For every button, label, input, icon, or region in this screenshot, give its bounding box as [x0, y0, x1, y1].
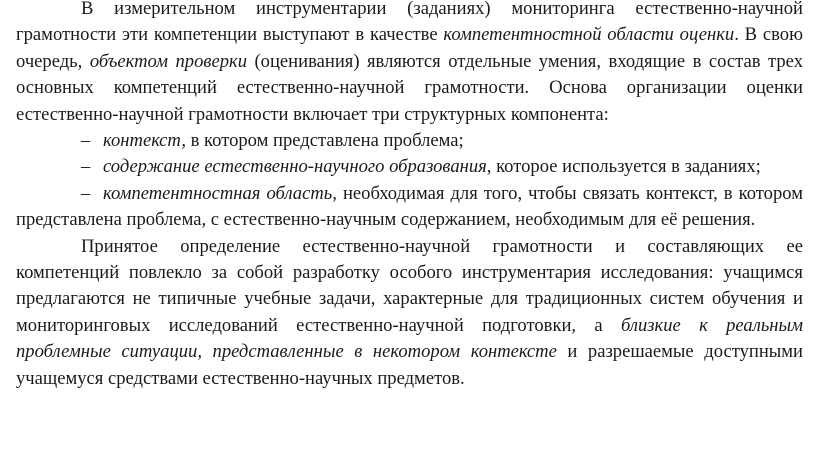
list-item-content [16, 154, 803, 180]
italic-term-competence-area: компетентностная область, [103, 182, 337, 204]
list-item-text: необходимая для того, чтобы связать контекст, в котором представлена проблема, с естественно-научным содержанием, необходимым для её решения. [16, 182, 803, 231]
paragraph-text: и разрешаемые доступными учащемуся средствами естественно-научных предметов. [16, 341, 803, 389]
italic-term-object-of-assessment: объектом проверки [89, 50, 247, 72]
italic-term-content: содержание естественно-научного образования [103, 156, 487, 178]
paragraph-assessment-framework [16, 0, 803, 128]
list-item-competence-area [16, 181, 803, 234]
paragraph-text: Принятое определение естественно-научной грамотности и составляющих ее компетенций повлекло за собой разработку особого инструментария исследования: учащимся предлагаются не типичные учебные задачи, характерные для традиционных систем обучения и мониторинговых исследований естественно-научной подготовки, а [16, 235, 803, 336]
paragraph-text: . В свою очередь, [16, 24, 803, 72]
list-dash: – [81, 130, 91, 152]
italic-term-real-problem-situations: близкие к реальным проблемные ситуации, представленные в некотором контексте [16, 314, 803, 363]
list-dash: – [81, 182, 91, 204]
list-dash: – [81, 156, 91, 178]
list-item-text: в котором представлена проблема; [185, 130, 464, 152]
italic-term-competence-area: компетентностной области оценки [443, 24, 735, 46]
paragraph-text: (оценивания) являются отдельные умения, входящие в состав трех основных компетенций естественно-научной грамотности. Основа организации оценки естественно-научной грамотности включает три структурных компонента: [16, 50, 803, 125]
list-item-text: , которое используется в заданиях; [486, 156, 761, 178]
list-item-context [16, 128, 803, 154]
italic-term-context: контекст, [103, 130, 186, 152]
paragraph-instrumentation [16, 234, 803, 392]
paragraph-text: В измерительном инструментарии (заданиях) мониторинга естественно-научной грамотности эти компетенции выступают в качестве [16, 0, 803, 46]
